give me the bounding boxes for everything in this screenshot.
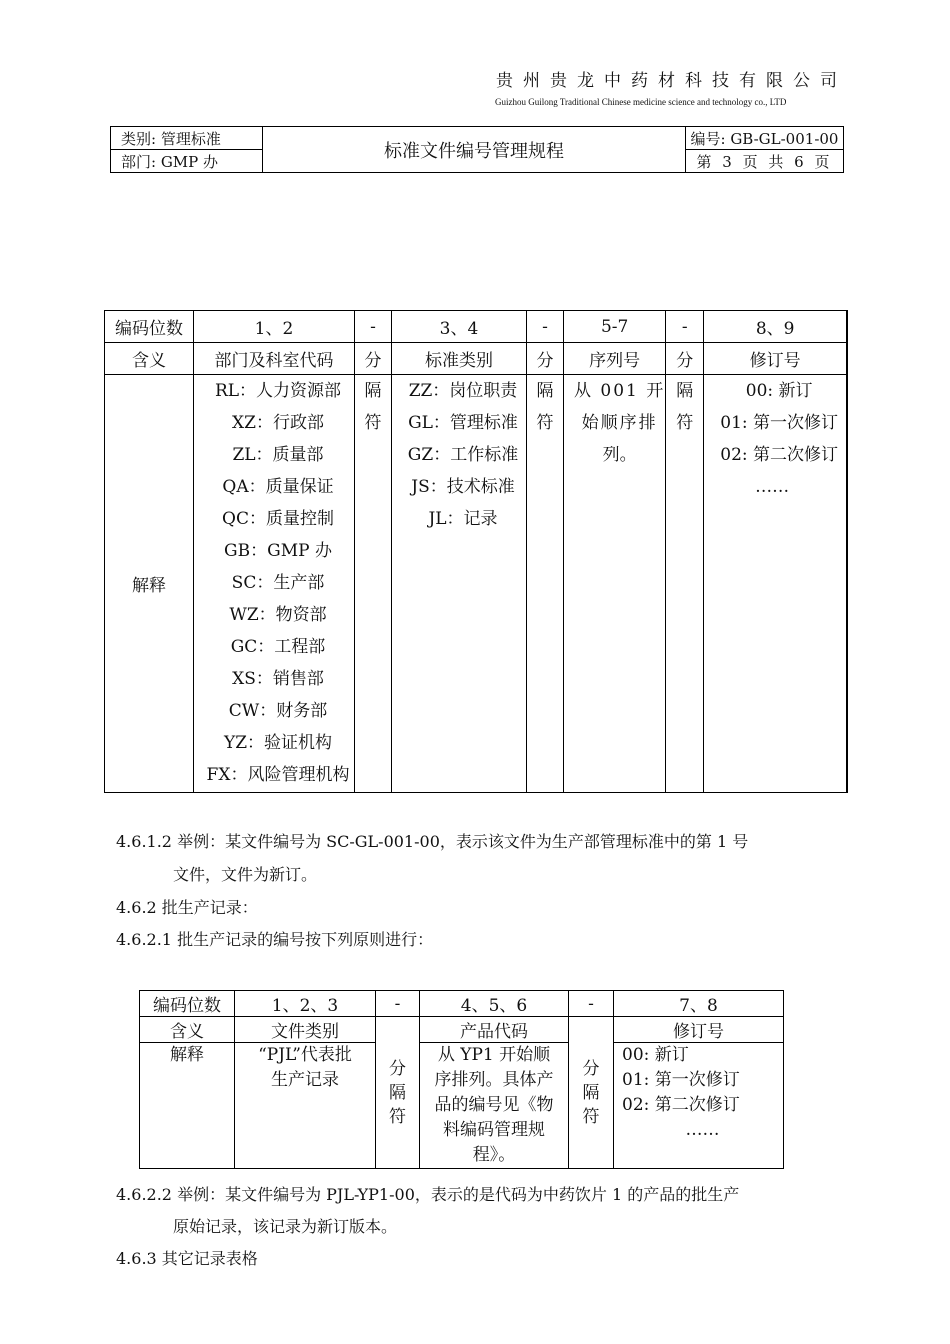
list-item: WZ：物资部: [229, 605, 327, 625]
t1-header-cell: 8、9: [704, 311, 847, 343]
list-item: RL：人力资源部: [214, 381, 342, 401]
t2-header-cell: -: [376, 991, 420, 1017]
paragraph-4-6-2-2-cont: 原始记录，该记录为新订版本。: [173, 1217, 398, 1236]
list-item: ZZ：岗位职责: [408, 381, 518, 401]
list-item: 02: 第二次修订: [720, 445, 839, 465]
t1-header-cell: -: [355, 311, 392, 343]
paragraph-4-6-1-2-cont: 文件，文件为新订。: [173, 865, 318, 884]
list-item: CW：财务部: [228, 701, 328, 721]
list-item: QA：质量保证: [222, 477, 334, 497]
separator-cell: [569, 1017, 614, 1169]
list-item: XS：销售部: [232, 669, 324, 689]
t1-header-cell: -: [527, 311, 564, 343]
revision-number-list: [614, 1043, 784, 1169]
list-item: ……: [685, 1120, 720, 1140]
t1-meaning-cell: 标准类别: [392, 343, 527, 375]
separator-char: 隔: [582, 1082, 600, 1103]
t1-meaning-cell: 部门及科室代码: [194, 343, 355, 375]
list-item: XZ：行政部: [232, 413, 324, 433]
t1-explain-label: 解释: [105, 375, 194, 793]
t2-meaning-cell: 产品代码: [420, 1017, 569, 1043]
doc-number-cell: 编号: GB-GL-001-00: [686, 127, 844, 150]
document-title: 标准文件编号管理规程: [263, 127, 686, 173]
t1-header-cell: 1、2: [194, 311, 355, 343]
list-item: YZ：验证机构: [223, 733, 333, 753]
standard-category-list: [392, 375, 527, 793]
separator-char: 隔: [536, 381, 554, 401]
paragraph-4-6-2-1: 4.6.2.1 批生产记录的编号按下列原则进行：: [116, 930, 434, 949]
list-item: ……: [755, 477, 790, 497]
paragraph-4-6-2-2: 4.6.2.2 举例：某文件编号为 PJL-YP1-00，表示的是代码为中药饮片 1 的产品的批生产: [116, 1185, 740, 1204]
list-item: GB：GMP 办: [224, 541, 332, 561]
t1-meaning-cell: 分: [527, 343, 564, 375]
separator-char: 符: [389, 1106, 406, 1127]
list-item: QC：质量控制: [222, 509, 334, 529]
t1-meaning-cell: 含义: [105, 343, 194, 375]
t1-header-cell: 编码位数: [105, 311, 194, 343]
list-item: FX：风险管理机构: [206, 765, 350, 785]
list-item: 00: 新订: [622, 1045, 689, 1065]
t2-meaning-cell: 含义: [140, 1017, 235, 1043]
list-item: 01: 第一次修订: [720, 413, 839, 433]
t1-header-cell: -: [666, 311, 704, 343]
t1-meaning-cell: 序列号: [564, 343, 666, 375]
t2-header-cell: -: [569, 991, 614, 1017]
list-item: JL：记录: [428, 509, 498, 529]
t2-header-cell: 编码位数: [140, 991, 235, 1017]
text-line: 料编码管理规: [443, 1120, 545, 1140]
t2-header-cell: 1、2、3: [235, 991, 376, 1017]
t2-meaning-cell: 文件类别: [235, 1017, 376, 1043]
department-code-list: [194, 375, 355, 793]
list-item: 01: 第一次修订: [622, 1070, 740, 1090]
company-name-cn: 贵州贵龙中药材科技有限公司: [496, 71, 847, 91]
revision-number-list: [704, 375, 847, 793]
list-item: 始顺序排: [581, 413, 658, 433]
list-item: ZL：质量部: [232, 445, 324, 465]
separator-char: 分: [582, 1058, 600, 1079]
list-item: GC：工程部: [230, 637, 326, 657]
list-item: 00: 新订: [745, 381, 813, 401]
heading-4-6-3: 4.6.3 其它记录表格: [116, 1249, 258, 1268]
list-item: GZ：工作标准: [407, 445, 519, 465]
t1-meaning-cell: 修订号: [704, 343, 847, 375]
separator-cell: [527, 375, 564, 793]
encoding-table-standard: [104, 310, 848, 793]
t2-explain-label: 解释: [140, 1043, 235, 1169]
t1-meaning-cell: 分: [355, 343, 392, 375]
separator-char: 符: [676, 413, 694, 433]
t2-meaning-cell: 修订号: [614, 1017, 784, 1043]
t1-meaning-cell: 分: [666, 343, 704, 375]
list-item: SC：生产部: [231, 573, 325, 593]
t1-header-cell: 3、4: [392, 311, 527, 343]
separator-char: 隔: [364, 381, 382, 401]
separator-char: 分: [389, 1058, 406, 1079]
separator-char: 符: [582, 1106, 600, 1127]
document-header-table: [110, 126, 844, 173]
separator-char: 符: [364, 413, 382, 433]
separator-cell: [376, 1017, 420, 1169]
text-line: 品的编号见《物: [434, 1095, 554, 1115]
separator-char: 隔: [389, 1082, 406, 1103]
product-code-description: [420, 1043, 569, 1169]
t2-header-cell: 4、5、6: [420, 991, 569, 1017]
category-cell: 类别: 管理标准: [111, 127, 263, 150]
separator-cell: [355, 375, 392, 793]
text-line: 从 YP1 开始顺: [437, 1045, 551, 1065]
text-line: 生产记录: [271, 1070, 339, 1090]
list-item: 从 001 开: [574, 381, 666, 401]
encoding-table-batch-record: [139, 990, 784, 1169]
text-line: 序排列。具体产: [434, 1070, 554, 1090]
file-type-description: [235, 1043, 376, 1169]
list-item: 02: 第二次修订: [622, 1095, 740, 1115]
text-line: “PJL”代表批: [258, 1045, 352, 1065]
separator-char: 隔: [676, 381, 694, 401]
separator-cell: [666, 375, 704, 793]
department-cell: 部门: GMP 办: [111, 150, 263, 173]
list-item: JS：技术标准: [411, 477, 515, 497]
list-item: GL：管理标准: [408, 413, 518, 433]
paragraph-4-6-1-2: 4.6.1.2 举例：某文件编号为 SC-GL-001-00，表示该文件为生产部管理标准中的第 1 号: [116, 832, 749, 851]
separator-char: 符: [536, 413, 554, 433]
text-line: 程》。: [472, 1145, 516, 1165]
page-info-cell: 第 3 页 共 6 页: [686, 150, 844, 173]
list-item: 列。: [602, 445, 637, 465]
heading-4-6-2: 4.6.2 批生产记录：: [116, 898, 258, 917]
company-name-en: Guizhou Guilong Traditional Chinese medicine science and technology co., LTD: [495, 97, 787, 107]
t1-header-cell: 5-7: [564, 311, 666, 343]
t2-header-cell: 7、8: [614, 991, 784, 1017]
serial-number-description: [564, 375, 666, 793]
